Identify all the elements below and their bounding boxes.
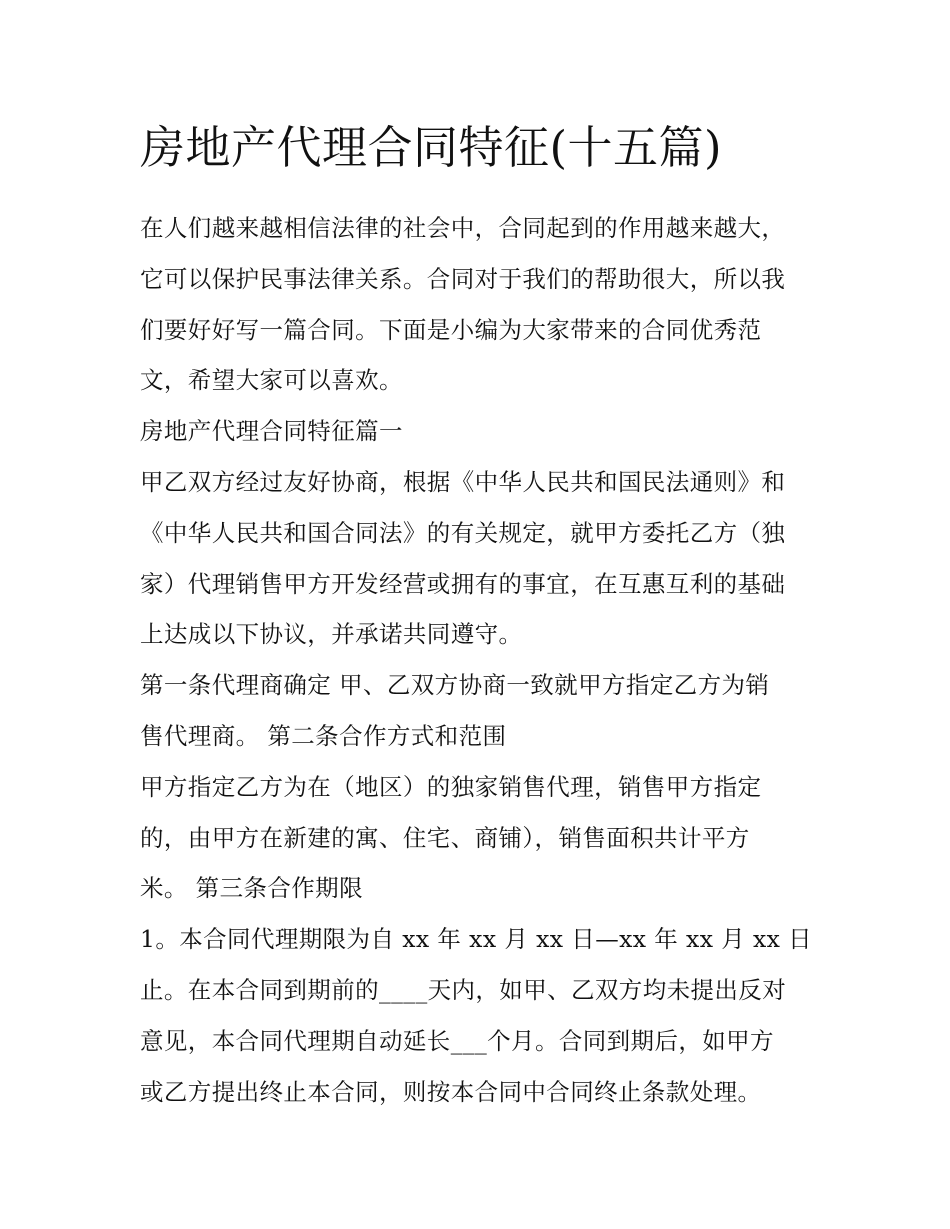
- clause-line: 或乙方提出终止本合同，则按本合同中合同终止条款处理。: [140, 1077, 762, 1106]
- paragraph-line: 上达成以下协议，并承诺共同遵守。: [140, 620, 523, 649]
- paragraph-line: 们要好好写一篇合同。下面是小编为大家带来的合同优秀范: [140, 315, 762, 344]
- article-line: 米。 第三条合作期限: [140, 874, 363, 903]
- clause-line: 止。在本合同到期前的____天内，如甲、乙双方均未提出反对: [140, 975, 787, 1004]
- document-title: 房地产代理合同特征(十五篇): [140, 121, 723, 174]
- paragraph-line: 《中华人民共和国合同法》的有关规定，就甲方委托乙方（独: [140, 518, 786, 547]
- paragraph-line: 的，由甲方在新建的寓、住宅、商铺），销售面积共计平方: [140, 823, 750, 852]
- paragraph-line: 甲方指定乙方为在（地区）的独家销售代理，销售甲方指定: [140, 772, 762, 801]
- paragraph-line: 在人们越来越相信法律的社会中，合同起到的作用越来越大，: [140, 214, 786, 242]
- document-body: [140, 203, 820, 1117]
- paragraph-line: 文，希望大家可以喜欢。: [140, 366, 403, 395]
- section-heading: 房地产代理合同特征篇一: [140, 417, 403, 446]
- article-line: 第一条代理商确定 甲、乙双方协商一致就甲方指定乙方为销: [140, 671, 770, 700]
- paragraph-line: 它可以保护民事法律关系。合同对于我们的帮助很大，所以我: [140, 264, 786, 293]
- paragraph-line: 甲乙双方经过友好协商，根据《中华人民共和国民法通则》和: [140, 467, 786, 496]
- clause-line: 意见，本合同代理期自动延长___个月。合同到期后，如甲方: [140, 1026, 774, 1055]
- paragraph-line: 家）代理销售甲方开发经营或拥有的事宜，在互惠互利的基础: [140, 569, 786, 598]
- article-line: 售代理商。 第二条合作方式和范围: [140, 721, 507, 750]
- clause-line: 1。本合同代理期限为自 xx 年 xx 月 xx 日—xx 年 xx 月 xx 日: [140, 925, 813, 954]
